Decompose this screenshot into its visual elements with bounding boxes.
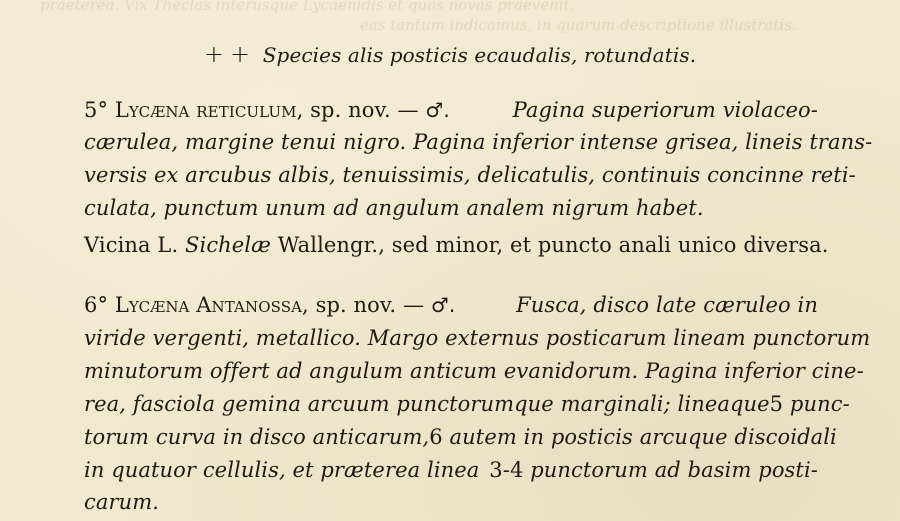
cross-icon: + — [203, 40, 225, 68]
description-line: rea, fasciola gemina arcuum punctorumque marginali; lineaque 5 punc- — [84, 392, 850, 416]
description-line: cærulea, margine tenui nigro. Pagina inferior intense grisea, lineis trans- — [84, 130, 873, 154]
description-line: Pagina superiorum violaceo- — [512, 98, 818, 122]
note-text: Vicina L. — [84, 233, 179, 257]
species-status: , sp. nov. — — [296, 98, 419, 122]
bleed-through-text: praeterea. Vix Theclas interusque Lycaenidis et quas novas praevenit, — [40, 0, 575, 14]
cross-icon: + — [230, 40, 251, 68]
species-5-header — [84, 98, 818, 122]
description-line: versis ex arcubus albis, tenuissimis, delicatulis, continuis concinne reti- — [84, 163, 856, 187]
note-species-name: Sichelæ — [185, 233, 271, 257]
species-name: reticulum — [196, 98, 297, 122]
description-line: torum curva in disco anticarum, 6 autem in posticis arcuque discoidali — [84, 425, 837, 449]
species-status: , sp. nov. — — [302, 293, 425, 317]
description-line: carum. — [84, 490, 160, 514]
numeral: 6 — [429, 425, 443, 449]
heading-text: Species alis posticis ecaudalis, rotundatis. — [262, 43, 697, 67]
species-genus: Lycæna — [114, 98, 190, 122]
male-symbol-icon: ♂. — [425, 98, 450, 122]
bleed-through-text: eas tantum indicamus, in quarum descriptione illustratis. — [360, 16, 797, 34]
species-name: Antanossa — [196, 293, 303, 317]
numeral: 3-4 — [489, 458, 524, 482]
species-number: 6° — [84, 293, 109, 317]
description-line: in quatuor cellulis, et præterea linea 3-4 punctorum ad basim posti- — [84, 458, 818, 482]
species-number: 5° — [84, 98, 109, 122]
description-line: viride vergenti, metallico. Margo externus posticarum lineam punctorum — [84, 326, 871, 350]
species-genus: Lycæna — [114, 293, 190, 317]
numeral: 5 — [769, 392, 784, 416]
male-symbol-icon: ♂. — [430, 293, 456, 317]
section-heading — [0, 40, 900, 68]
species-6-header — [84, 293, 818, 317]
description-line: Fusca, disco late cæruleo in — [516, 293, 818, 317]
description-line: minutorum offert ad angulum anticum evanidorum. Pagina inferior cine- — [84, 359, 864, 383]
description-line: culata, punctum unum ad angulum analem nigrum habet. — [84, 196, 704, 220]
note-text: Wallengr., sed minor, et puncto anali unico diversa. — [277, 233, 829, 257]
comparison-note — [84, 233, 829, 257]
